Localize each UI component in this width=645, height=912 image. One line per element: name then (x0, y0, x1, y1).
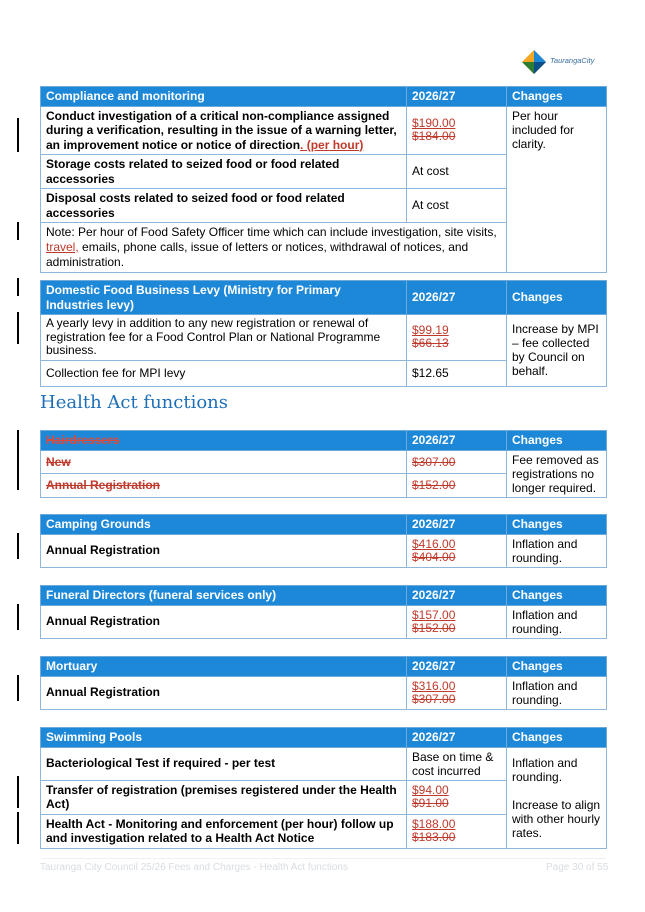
change-bar (17, 675, 19, 701)
funeral-directors-table (40, 585, 607, 639)
changes-cell: Inflation and rounding. (507, 676, 607, 709)
old-fee: $184.00 (412, 129, 456, 144)
column-header: Changes (507, 728, 607, 748)
changes-cell: Inflation and rounding. (507, 534, 607, 567)
logo-wordmark: TaurangaCity (550, 56, 595, 65)
table-row (41, 676, 607, 709)
changes-cell: Per hour included for clarity. (507, 106, 607, 273)
change-bar (17, 812, 19, 844)
inserted-text: travel, (46, 240, 79, 254)
fee-cell (407, 534, 507, 567)
column-header: Changes (507, 281, 607, 315)
old-fee: $183.00 (412, 830, 456, 844)
new-fee: $157.00 (412, 607, 456, 622)
hairdressers-table (40, 430, 607, 498)
table-row (41, 747, 607, 780)
fee-description: New (41, 450, 407, 474)
column-header: Changes (507, 515, 607, 535)
change-bar (17, 533, 19, 559)
domestic-food-levy-table (40, 280, 607, 387)
column-header: Changes (507, 431, 607, 451)
column-header: Changes (507, 586, 607, 606)
column-header: Mortuary (41, 657, 407, 677)
changes-cell: Fee removed as registrations no longer required. (507, 450, 607, 497)
table-row (41, 315, 607, 361)
old-fee: $66.13 (412, 336, 449, 351)
column-header: Domestic Food Business Levy (Ministry for Primary Industries levy) (41, 281, 407, 315)
column-header: Changes (507, 657, 607, 677)
swimming-pools-table (40, 727, 607, 849)
old-fee: $404.00 (412, 549, 456, 564)
fee-cell: At cost (407, 155, 507, 189)
change-bar (17, 430, 19, 490)
column-header: Funeral Directors (funeral services only) (41, 586, 407, 606)
column-header: Compliance and monitoring (41, 87, 407, 107)
page-number: Page 30 of 55 (546, 862, 609, 873)
column-header: Hairdressers (41, 431, 407, 451)
column-header: Swimming Pools (41, 728, 407, 748)
change-bar (17, 312, 19, 344)
change-bar (17, 118, 19, 152)
new-fee: $99.19 (412, 323, 449, 338)
footer-title: Tauranga City Council 25/26 Fees and Charges - Health Act functions (40, 862, 348, 873)
inserted-text: . (per hour) (300, 137, 364, 152)
fee-cell: At cost (407, 189, 507, 223)
table-row (41, 605, 607, 638)
table-row (41, 450, 607, 474)
fee-cell (407, 676, 507, 709)
fee-description: Conduct investigation of a critical non-compliance assigned during a verification, resulting in the issue of a warning letter, an improvement notice or notice of direction. (per hour) (41, 106, 407, 155)
old-fee: $152.00 (412, 620, 456, 635)
column-header: 2026/27 (407, 281, 507, 315)
fee-description: Annual Registration (41, 676, 407, 709)
mortuary-table (40, 656, 607, 710)
fee-description: Collection fee for MPI levy (41, 360, 407, 386)
fee-cell: $12.65 (407, 360, 507, 386)
camping-grounds-table (40, 514, 607, 568)
new-fee: $416.00 (412, 536, 456, 551)
new-fee: $188.00 (412, 817, 456, 831)
column-header: Changes (507, 87, 607, 107)
new-fee: $94.00 (412, 783, 449, 797)
fee-cell (407, 315, 507, 361)
column-header: 2026/27 (407, 586, 507, 606)
column-header: 2026/27 (407, 87, 507, 107)
change-bar (17, 278, 19, 296)
section-heading: Health Act functions (40, 392, 229, 413)
fee-description: Bacteriological Test if required - per test (41, 747, 407, 780)
table-row (41, 534, 607, 567)
fee-cell (407, 780, 507, 814)
table-row (41, 106, 607, 155)
old-fee: $91.00 (412, 796, 449, 810)
old-fee: $307.00 (412, 691, 456, 706)
column-header: 2026/27 (407, 515, 507, 535)
fee-description: A yearly levy in addition to any new registration or renewal of registration fee for a Food Control Plan or National Programme business. (41, 315, 407, 361)
fee-description: Annual Registration (41, 534, 407, 567)
changes-cell: Inflation and rounding. (507, 605, 607, 638)
fee-cell (407, 814, 507, 848)
column-header: Camping Grounds (41, 515, 407, 535)
column-header: 2026/27 (407, 657, 507, 677)
fee-cell (407, 106, 507, 155)
column-header: 2026/27 (407, 431, 507, 451)
fee-description: Transfer of registration (premises registered under the Health Act) (41, 780, 407, 814)
fee-description: Disposal costs related to seized food or food related accessories (41, 189, 407, 223)
fee-description: Storage costs related to seized food or food related accessories (41, 155, 407, 189)
fee-description: Annual Registration (41, 474, 407, 498)
change-bar (17, 604, 19, 630)
note-cell: Note: Per hour of Food Safety Officer time which can include investigation, site visits, travel, emails, phone calls, issue of letters or notices, withdrawal of notices, and administration. (41, 223, 507, 273)
footer-divider (40, 858, 606, 859)
column-header: 2026/27 (407, 728, 507, 748)
change-bar (17, 222, 19, 240)
changes-text: Inflation and rounding. (512, 755, 578, 784)
fee-cell: $307.00 (407, 450, 507, 474)
new-fee: $316.00 (412, 678, 456, 693)
fee-cell (407, 605, 507, 638)
changes-text: Increase to align with other hourly rates. (512, 797, 601, 840)
changes-cell: Increase by MPI – fee collected by Council on behalf. (507, 315, 607, 387)
fee-description: Annual Registration (41, 605, 407, 638)
fee-cell: $152.00 (407, 474, 507, 498)
new-fee: $190.00 (412, 116, 456, 131)
fee-description: Health Act - Monitoring and enforcement (per hour) follow up and investigation related to a Health Act Notice (41, 814, 407, 848)
fee-cell: Base on time & cost incurred (407, 747, 507, 780)
compliance-monitoring-table (40, 86, 607, 273)
changes-cell (507, 747, 607, 848)
change-bar (17, 776, 19, 808)
